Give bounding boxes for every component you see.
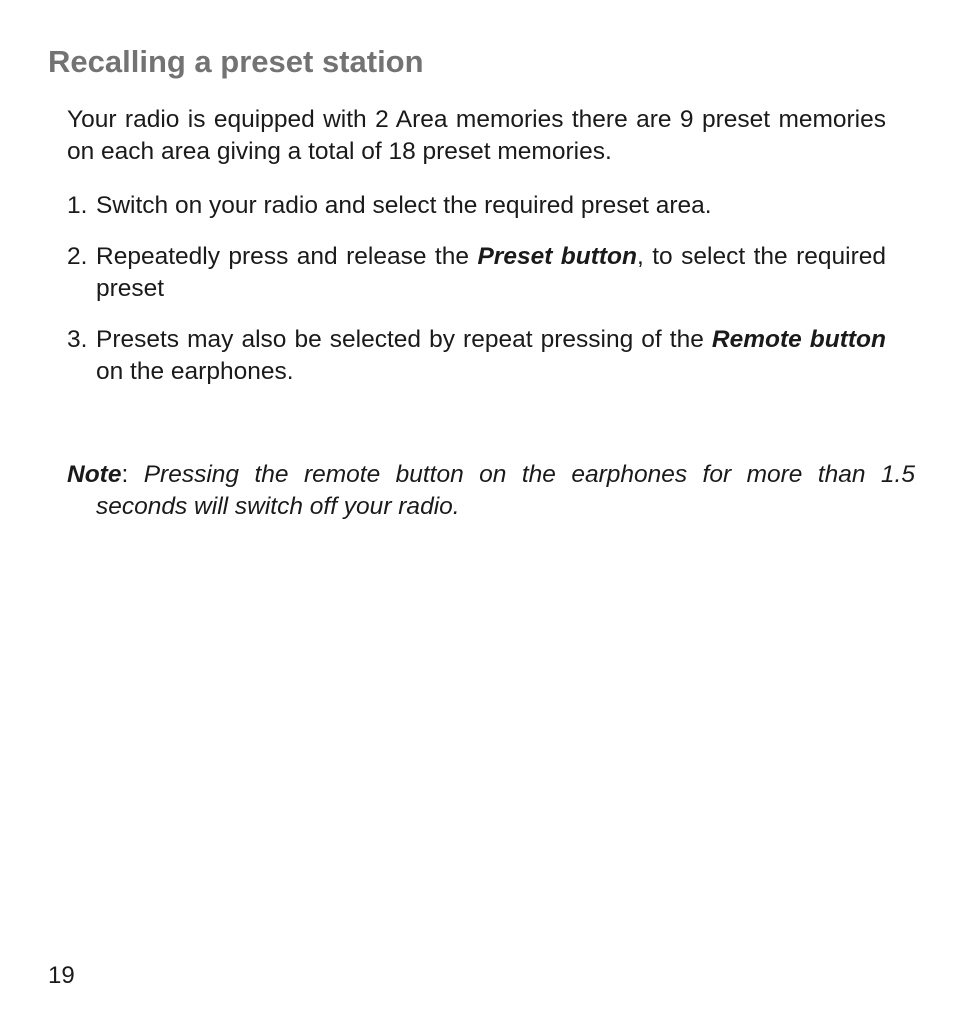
remote-button-term: Remote button: [711, 326, 886, 353]
step-text-before: Presets may also be selected by repeat pressing of the: [96, 326, 712, 353]
step-text: [96, 324, 886, 388]
note-text: Pressing the remote button on the earphones for more than 1.5 seconds will switch off your radio.: [96, 461, 915, 520]
step-number: 1.: [67, 192, 88, 219]
step-text: [96, 241, 886, 305]
step-text: Switch on your radio and select the required preset area.: [96, 192, 712, 219]
note-label: Note: [67, 461, 122, 488]
step-text-before: Repeatedly press and release the: [96, 243, 478, 270]
intro-paragraph: Your radio is equipped with 2 Area memories there are 9 preset memories on each area giving a total of 18 preset memories.: [67, 106, 886, 165]
page-number: 19: [48, 962, 75, 989]
steps-list: [67, 190, 886, 407]
step-number: 3.: [67, 326, 88, 353]
step-item-2: [67, 241, 886, 305]
step-text-after: , to select the required preset: [96, 243, 886, 302]
step-item-1: [67, 190, 886, 222]
preset-button-term: Preset button: [477, 243, 637, 270]
step-item-3: [67, 324, 886, 388]
step-text-after: on the earphones.: [96, 358, 294, 385]
note-separator: :: [121, 461, 144, 488]
page-title: Recalling a preset station: [48, 44, 424, 79]
note-paragraph: [67, 459, 915, 523]
step-number: 2.: [67, 243, 88, 270]
